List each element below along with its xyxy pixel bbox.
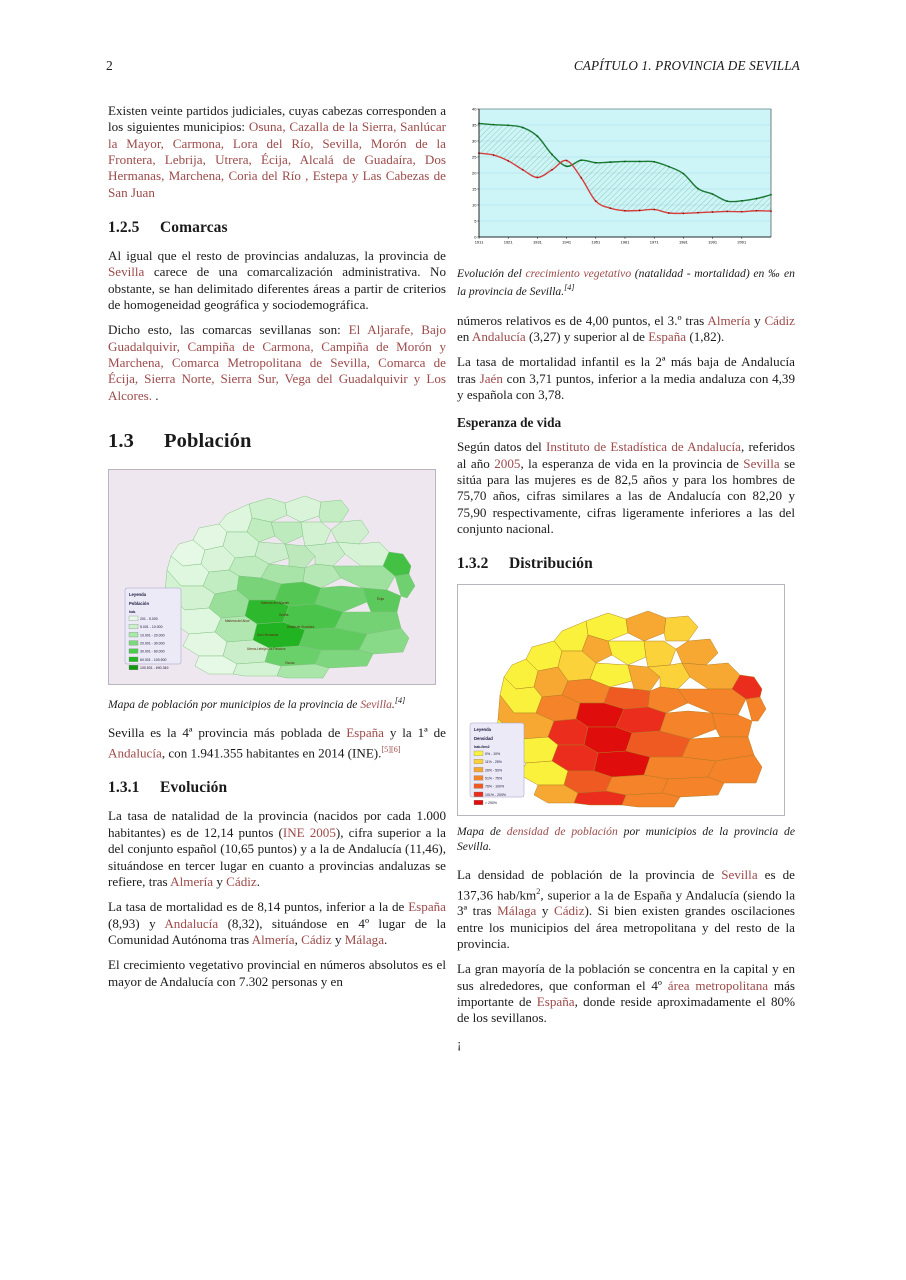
legend-swatch [129,657,138,662]
caption-population-map [108,694,446,712]
svg-text:Mairena del Aljarafe: Mairena del Aljarafe [261,601,290,606]
link-cadiz[interactable]: Cádiz [553,903,585,919]
legend-swatch [474,760,483,765]
link-comarcas-list[interactable]: El Aljarafe, Bajo Guadalquivir, Campiña de Carmona, Campiña de Morón y Marchena, Comarca Metropolitana de Sevilla, Comarca de Écija, Sierra Norte, Sierra Sur, Vega del Guadalquivir y Los Alcores. [108,322,446,403]
chapter-title: CAPÍTULO 1. PROVINCIA DE SEVILLA [573,58,800,73]
paragraph-numeros-relativos [457,313,795,346]
text-densidad-d: y [536,903,554,919]
svg-text:1981: 1981 [678,239,688,245]
paragraph-natalidad [108,808,446,890]
paragraph-mortalidad-infantil [457,354,795,403]
link-area-metropolitana[interactable]: área metropolitana [667,977,769,993]
link-sevilla[interactable]: Sevilla [721,867,758,883]
paragraph-esperanza-de-vida [457,439,795,537]
link-cadiz[interactable]: Cádiz [764,312,795,328]
svg-text:Densidad: Densidad [474,736,493,742]
paragraph-comarcalizacion [108,248,446,313]
text-sevilla4-c: , con 1.941.355 habitantes en 2014 (INE). [161,745,382,761]
paragraph-crecimiento-vegetativo: El crecimiento vegetativo provincial en números absolutos es el mayor de Andalucía con 7.302 personas y en [108,957,446,989]
text-densidad-e: ). Si bien existen grandes oscilaciones entre los municipios del área metropolitana y del resto de la provincia. [457,903,796,951]
svg-text:1941: 1941 [562,239,572,245]
paragraph-sevilla-cuarta-provincia [108,725,446,761]
left-column [108,103,446,999]
svg-text:25: 25 [472,154,477,160]
paragraph-densidad [457,867,795,952]
svg-text:30: 30 [472,138,477,144]
svg-text:1911: 1911 [474,239,484,245]
paragraph-partidos-judiciales [108,103,446,201]
link-almeria[interactable]: Almería [170,873,214,889]
superscript-km2: 2 [536,886,541,896]
text-infantil-b: con 3,71 puntos, inferior a la media andaluza con 4,39 y española con 3,78. [457,370,796,403]
density-map-legend [470,723,524,805]
svg-text:1991: 1991 [708,239,718,245]
svg-text:1951: 1951 [591,239,601,245]
text-natalidad-b: ), cifra superior a la del conjunto español (10,65 puntos) y a la de Andalucía (11,46), situándose en tercer lugar en cuanto a provincias andaluzas se refiere, tras [108,824,446,889]
text-densidad-c: , superior a la de España y Andalucía (siendo la 3ª tras [457,886,796,919]
link-andalucia[interactable]: Andalucía [108,745,162,761]
legend-swatch [474,792,483,797]
heading-number: 1.3.1 [108,779,140,797]
caption-vegetative-growth-chart [457,267,795,300]
svg-text:10: 10 [472,202,477,208]
density-map-svg [458,585,784,815]
text-natalidad-c: y [213,873,227,889]
text-esperanza-d: se sitúa para las mujeres es de 82,5 años y para los hombres de 75,70 años, cifras similares a las de Andalucía con 82,20 y 75,90 respectivamente, cifras ligeramente inferiores a las del conjunto nacional. [457,455,796,537]
text-densidad-b: es de 137,36 hab/km [457,867,795,902]
population-map-svg [109,470,435,684]
caption-text-b: . [391,698,395,712]
svg-text:Población: Población [129,601,150,607]
link-malaga[interactable]: Málaga [497,903,537,919]
legend-label: 0% - 10% [485,752,501,757]
text-esperanza-b: , referidos al año [457,439,795,471]
text-esperanza-a: Según datos del [457,439,546,455]
legend-label: 20.001 - 30.000 [140,641,165,646]
footnote-ref[interactable]: [5][6] [381,744,401,754]
svg-text:1931: 1931 [532,239,542,245]
vegetative-growth-svg [457,103,777,258]
text-relativos-a: números relativos es de 4,00 puntos, el 3.º tras [457,312,708,328]
svg-text:Écija: Écija [377,597,384,602]
legend-label: 10.001 - 20.000 [140,633,165,638]
figure-vegetative-growth-chart [457,103,777,258]
svg-text:15: 15 [472,186,477,192]
legend-swatch [129,616,138,621]
text-relativos-e: (1,82). [686,329,725,345]
text-mayoria-b: más importante de [457,977,795,1010]
text-mortalidad-d: , [294,931,302,947]
text-mortalidad-b: (8,93) y [108,915,165,931]
text-mayoria-a: La gran mayoría de la población se concentra en la capital y en sus alrededores, que conforman el 4º [457,961,795,993]
link-almeria[interactable]: Almería [707,312,751,328]
text-relativos-b: y [750,312,765,328]
text-relativos-d: (3,27) y superior al de [525,329,649,345]
svg-text:2001: 2001 [737,239,747,245]
caption-link-crecimiento-vegetativo[interactable]: crecimiento vegetativo [525,267,632,280]
link-ine-2005[interactable]: INE 2005 [282,824,336,840]
legend-swatch [474,801,483,806]
svg-text:Leyenda: Leyenda [129,592,146,598]
legend-swatch [474,751,483,756]
text-comarcas-intro: Dicho esto, las comarcas sevillanas son: [108,322,349,338]
legend-label: 11% - 25% [485,760,502,765]
page-number: 2 [106,58,113,73]
heading-number: 1.3 [108,430,134,453]
link-instituto-estadistica-andalucia[interactable]: Instituto de Estadística de Andalucía [545,439,741,455]
text-natalidad-d: . [256,873,260,889]
legend-label: 100.501 - 690.349 [140,666,169,671]
caption-text-a: Mapa de [457,825,507,839]
heading-text: Comarcas [160,219,228,237]
right-column [457,103,795,1061]
population-map-legend [125,588,181,670]
link-cadiz[interactable]: Cádiz [226,873,257,889]
text-comarcalizacion-b: carece de una comarcalización administrativa. No obstante, se han delimitado diferentes áreas a partir de criterios de homogeneidad geográfica y sociodemográfica. [108,264,446,313]
link-andalucia[interactable]: Andalucía [471,329,526,345]
legend-label: 101% - 200% [485,793,507,798]
svg-text:20: 20 [472,170,477,176]
link-municipios-list[interactable]: Osuna, Cazalla de la Sierra, Sanlúcar la Mayor, Carmona, Lora del Río, Sevilla, Morón de la Frontera, Lebrija, Utrera, Écija, Alcalá de Guadaíra, Dos Hermanas, Marchena, Coria del Río , Estepa y Las Cabezas de San Juan [108,119,446,200]
svg-text:Dos Hermanas: Dos Hermanas [257,633,279,638]
svg-text:Sevilla: Sevilla [279,613,289,618]
caption-link-densidad-poblacion[interactable]: densidad de población [506,825,618,839]
text-partidos-intro: Existen veinte partidos judiciales, cuyas cabezas corresponden a los siguientes municipios: [108,103,446,135]
legend-label: 60.001 - 100.500 [140,658,167,663]
legend-label: 76% - 100% [485,785,505,790]
legend-swatch [129,641,138,646]
figure-density-map [457,584,785,816]
heading-esperanza-de-vida: Esperanza de vida [457,415,562,431]
svg-text:1971: 1971 [649,239,659,245]
text-sevilla4-a: Sevilla es la 4ª provincia más poblada de [108,725,347,741]
text-relativos-c: en [457,329,472,345]
svg-text:5: 5 [474,218,477,224]
link-cadiz[interactable]: Cádiz [301,931,332,947]
legend-swatch [129,624,138,629]
svg-text:0: 0 [474,234,477,240]
link-jaen[interactable]: Jaén [479,370,503,386]
legend-label: 51% - 75% [485,776,503,781]
paragraph-lista-comarcas [108,322,446,404]
heading-text: Distribución [509,555,593,573]
caption-text-a: Mapa de población por municipios de la provincia de [108,698,361,712]
link-espana[interactable]: España [536,994,575,1010]
link-sevilla[interactable]: Sevilla [108,264,145,280]
heading-number: 1.3.2 [457,555,489,573]
link-almeria[interactable]: Almería [251,931,295,947]
footnote-ref[interactable]: [4] [394,696,406,706]
text-mortalidad-e: y [331,931,345,947]
text-mortalidad-f: . [384,931,388,947]
link-espana[interactable]: España [648,329,687,345]
legend-swatch [474,784,483,789]
link-espana[interactable]: España [408,899,446,915]
legend-swatch [129,665,138,670]
text-natalidad-a: La tasa de natalidad de la provincia (nacidos por cada 1.000 habitantes) es de 12,14 puntos ( [108,808,446,840]
paragraph-trailing-char: ¡ [457,1035,462,1051]
legend-label: 26% - 50% [485,768,503,773]
svg-text:Osuna: Osuna [285,661,295,666]
caption-density-map [457,825,795,854]
heading-1-3-2-distribucion [457,555,795,573]
text-mortalidad-c: (8,32), situándose en 4º lugar de la Comunidad Autónoma tras [108,915,446,947]
footnote-ref[interactable]: [4] [564,283,575,293]
paragraph-mortalidad [108,899,446,948]
link-andalucia[interactable]: Andalucía [164,915,219,931]
caption-link-sevilla[interactable]: Sevilla [360,698,392,712]
caption-text-b: por municipios de la provincia de Sevilla. [457,825,795,853]
svg-text:35: 35 [472,122,477,128]
svg-text:Mairena del Alcor: Mairena del Alcor [225,619,250,624]
link-espana[interactable]: España [346,725,384,741]
text-sevilla4-b: y la 1ª de [384,725,446,741]
svg-text:1961: 1961 [620,239,630,245]
text-infantil-a: La tasa de mortalidad infantil es la 2ª más baja de Andalucía tras [457,354,795,386]
legend-swatch [129,649,138,654]
svg-text:hab./km2: hab./km2 [474,745,490,750]
svg-text:hab.: hab. [129,610,136,615]
heading-1-3-poblacion [108,430,446,453]
heading-number: 1.2.5 [108,219,140,237]
legend-label: 201 - 5.000 [140,617,158,622]
legend-swatch [129,633,138,638]
text-comarcas-post: . [155,387,159,403]
legend-swatch [474,776,483,781]
caption-text-b: (natalidad - mortalidad) en ‰ en la provincia de Sevilla. [457,267,795,299]
link-2005[interactable]: 2005 [494,455,521,471]
svg-text:Utrera-Lebrija Los Palacios: Utrera-Lebrija Los Palacios [247,647,286,652]
svg-text:40: 40 [472,106,477,112]
heading-text: Evolución [160,779,228,797]
text-mayoria-c: , donde reside aproximadamente el 80% de los sevillanos. [457,994,795,1026]
legend-label: > 250% [485,801,497,806]
running-head [106,58,800,78]
heading-1-2-5-comarcas [108,219,446,237]
paragraph-gran-mayoria [457,961,795,1026]
text-mortalidad-a: La tasa de mortalidad es de 8,14 puntos, inferior a la de [108,899,409,915]
legend-label: 5.001 - 10.000 [140,625,163,630]
legend-swatch [474,768,483,773]
link-sevilla[interactable]: Sevilla [743,455,780,471]
svg-text:Alcalá de Guadaíra: Alcalá de Guadaíra [287,625,315,630]
text-esperanza-c: , la esperanza de vida en la provincia de [520,455,744,471]
svg-text:Leyenda: Leyenda [474,727,491,733]
legend-label: 30.001 - 60.000 [140,649,165,654]
caption-text-a: Evolución del [457,267,526,280]
heading-1-3-1-evolucion [108,779,446,797]
figure-population-map [108,469,436,685]
link-malaga[interactable]: Málaga [344,931,385,947]
svg-text:1921: 1921 [503,239,513,245]
text-comarcalizacion-a: Al igual que el resto de provincias andaluzas, la provincia de [108,248,446,264]
heading-text: Población [164,430,252,453]
text-densidad-a: La densidad de población de la provincia de [457,867,722,883]
